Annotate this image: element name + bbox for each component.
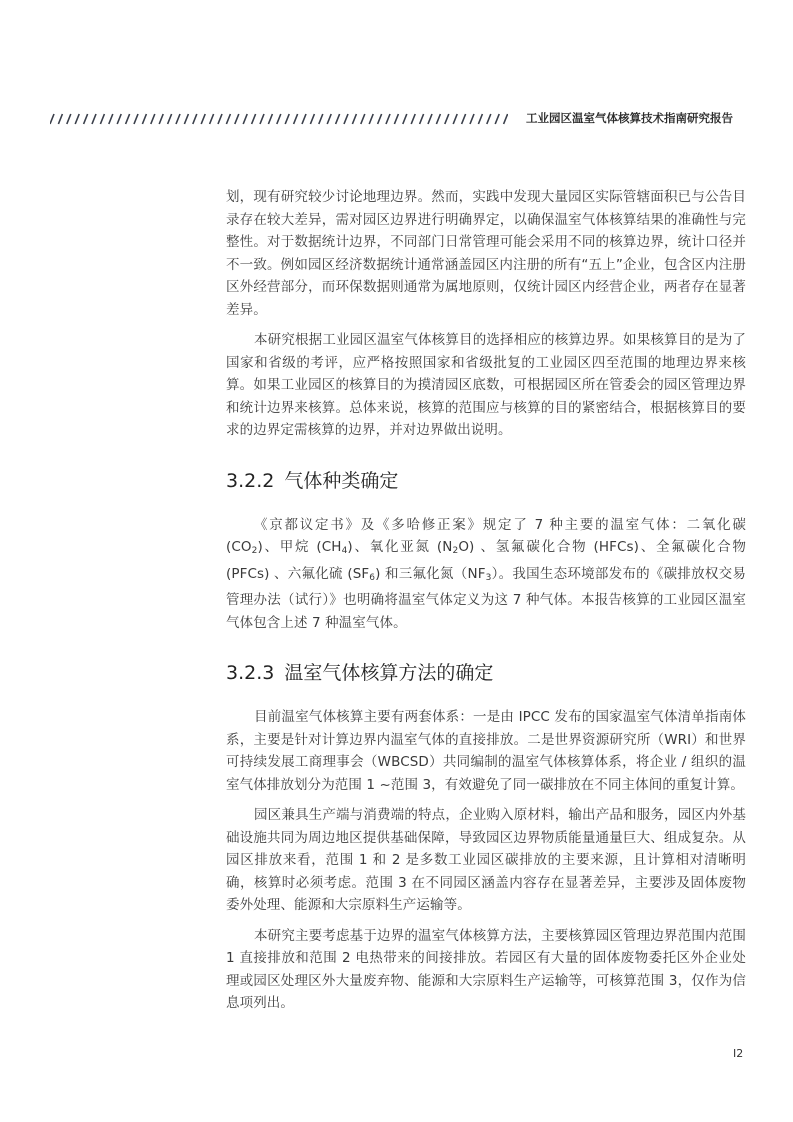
hatch-stroke	[319, 114, 323, 124]
running-header-title: 工业园区温室气体核算技术指南研究报告	[526, 111, 733, 125]
hatch-stroke	[142, 114, 146, 124]
hatch-stroke	[226, 114, 230, 124]
hatch-stroke	[495, 114, 499, 124]
hatch-stroke	[126, 114, 130, 124]
hatch-stroke	[184, 114, 188, 124]
hatch-stroke	[84, 114, 88, 124]
hatch-stroke	[218, 114, 222, 124]
page-number: I2	[733, 1047, 744, 1060]
paragraph-accounting-systems: 目前温室气体核算主要有两套体系：一是由 IPCC 发布的国家温室气体清单指南体系，主要是针对计算边界内温室气体的直接排放。二是世界资源研究所（WRI）和世界可持续发展工商理事会（WBCSD）共同编制的温室气体核算体系，将企业 / 组织的温室气体排放划分为范围 1 ~范围 3，有效避免了同一碳排放在不同主体间的重复计算。	[226, 709, 746, 793]
paragraph-boundary-continued: 划，现有研究较少讨论地理边界。然而，实践中发现大量园区实际管辖面积已与公告目录存在较大差异，需对园区边界进行明确界定，以确保温室气体核算结果的准确性与完整性。对于数据统计边界，不同部门日常管理可能会采用不同的核算边界，统计口径并不一致。例如园区经济数据统计通常涵盖园区内注册的所有“五上”企业，包含区内注册区外经营部分，而环保数据则通常为属地原则，仅统计园区内经营企业，两者存在显著差异。	[226, 189, 746, 318]
hatch-stroke	[67, 114, 71, 124]
hatch-stroke	[462, 114, 466, 124]
hatch-stroke	[109, 114, 113, 124]
section-number: 3.2.2	[226, 469, 275, 492]
hatch-stroke	[428, 114, 432, 124]
paragraph-park-characteristics: 园区兼具生产端与消费端的特点，企业购入原材料，输出产品和服务，园区内外基础设施共同为周边地区提供基础保障，导致园区边界物质能量通量巨大、组成复杂。从园区排放来看，范围 1 和 2 是多数工业园区碳排放的主要来源，且计算相对清晰明确，核算时必须考虑。范围 3 在不同园区涵盖内容存在显著差异，主要涉及固体废物委外处理、能源和大宗原料生产运输等。	[226, 807, 746, 913]
hatch-stroke	[336, 114, 340, 124]
hatch-stroke	[260, 114, 264, 124]
hatch-stroke	[201, 114, 205, 124]
section-number: 3.2.3	[226, 662, 275, 684]
hatch-stroke	[478, 114, 482, 124]
hatch-stroke	[453, 114, 457, 124]
hatch-stroke	[378, 114, 382, 124]
hatch-stroke	[159, 114, 163, 124]
hatch-stroke	[235, 114, 239, 124]
paragraph-gas-types: 《京都议定书》及《多哈修正案》规定了 7 种主要的温室气体：二氧化碳 $(CO_2)$、甲烷 $(CH_4)$、氧化亚氮 $(N_2O)$ 、氢氟碳化合物 (HFCs)、全氟碳化合物 (PFCs) 、六氟化硫 $(SF_6)$ 和三氟化氮$(NF_3)$。我国生态环境部发布的《碳排放权交易管理办法（试行）》也明确将温室气体定义为这 7 种气体。本报告核算的工业园区温室气体包含上述 7 种温室气体。	[226, 516, 746, 631]
hatch-stroke	[100, 114, 104, 124]
hatch-stroke	[277, 114, 281, 124]
section-heading-3-2-2	[226, 468, 746, 494]
section-heading-3-2-3	[226, 660, 746, 686]
section-title: 气体种类确定	[284, 469, 399, 492]
hatch-stroke	[386, 114, 390, 124]
hatch-stroke	[50, 114, 54, 124]
hatch-stroke	[487, 114, 491, 124]
hatch-stroke	[361, 114, 365, 124]
hatch-stroke	[168, 114, 172, 124]
paragraph-method-choice: 本研究主要考虑基于边界的温室气体核算方法，主要核算园区管理边界范围内范围 1 直接排放和范围 2 电热带来的间接排放。若园区有大量的固体废物委托区外企业处理或园区处理区外大量废弃物、能源和大宗原料生产运输等，可核算范围 3，仅作为信息项列出。	[226, 927, 746, 1011]
hatch-stroke	[117, 114, 121, 124]
hatch-stroke	[294, 114, 298, 124]
section-title: 温室气体核算方法的确定	[284, 662, 494, 684]
hatch-stroke	[92, 114, 96, 124]
hatch-stroke	[504, 114, 508, 124]
hatch-stroke	[470, 114, 474, 124]
hatch-stroke	[310, 114, 314, 124]
hatch-stroke	[420, 114, 424, 124]
paragraph-boundary-selection: 本研究根据工业园区温室气体核算目的选择相应的核算边界。如果核算目的是为了国家和省级的考评，应严格按照国家和省级批复的工业园区四至范围的地理边界来核算。如果工业园区的核算目的为摸清园区底数，可根据园区所在管委会的园区管理边界和统计边界来核算。总体来说，核算的范围应与核算的目的紧密结合，根据核算目的要求的边界定需核算的边界，并对边界做出说明。	[226, 332, 746, 438]
hatch-stroke	[436, 114, 440, 124]
header-hatch-decoration	[50, 113, 508, 125]
hatch-stroke	[302, 114, 306, 124]
hatch-stroke	[344, 114, 348, 124]
hatch-stroke	[193, 114, 197, 124]
hatch-stroke	[285, 114, 289, 124]
hatch-stroke	[252, 114, 256, 124]
hatch-stroke	[327, 114, 331, 124]
hatch-stroke	[176, 114, 180, 124]
hatch-stroke	[58, 114, 62, 124]
page-body	[226, 186, 746, 1023]
hatch-stroke	[268, 114, 272, 124]
hatch-stroke	[352, 114, 356, 124]
hatch-stroke	[403, 114, 407, 124]
hatch-stroke	[243, 114, 247, 124]
hatch-stroke	[445, 114, 449, 124]
hatch-stroke	[411, 114, 415, 124]
hatch-stroke	[394, 114, 398, 124]
hatch-stroke	[134, 114, 138, 124]
hatch-stroke	[75, 114, 79, 124]
hatch-stroke	[151, 114, 155, 124]
hatch-stroke	[210, 114, 214, 124]
hatch-stroke	[369, 114, 373, 124]
